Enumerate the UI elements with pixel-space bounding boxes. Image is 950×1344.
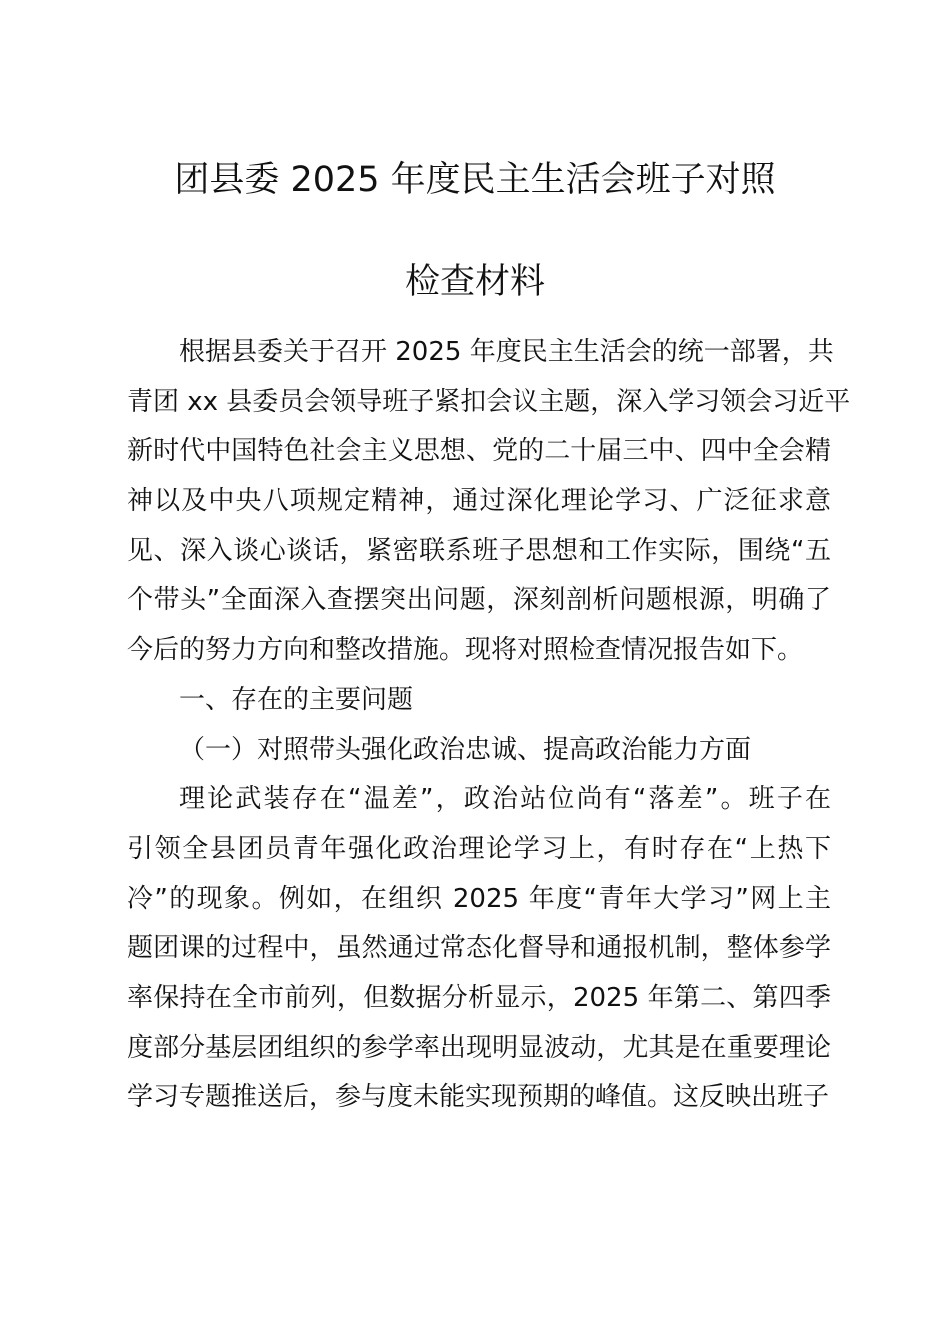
text-line: 理论武装存在“温差”，政治站位尚有“落差”。班子在 <box>179 784 831 815</box>
intro-paragraph <box>127 328 851 676</box>
text-line: 个带头”全面深入查摆突出问题，深刻剖析问题根源，明确了 <box>127 585 831 616</box>
text-line: 一、存在的主要问题 <box>179 684 414 715</box>
text-line: 学习专题推送后，参与度未能实现预期的峰值。这反映出班子 <box>127 1082 830 1113</box>
text-line: 今后的努力方向和整改措施。现将对照检查情况报告如下。 <box>127 635 804 666</box>
text-line: 冷”的现象。例如，在组织 2025 年度“青年大学习”网上主 <box>127 883 831 914</box>
document-title-line-1: 团县委 2025 年度民主生活会班子对照 <box>174 160 776 200</box>
text-line: 见、深入谈心谈话，紧密联系班子思想和工作实际，围绕“五 <box>127 535 831 566</box>
body-paragraph <box>127 775 831 1123</box>
text-line: （一）对照带头强化政治忠诚、提高政治能力方面 <box>179 734 752 765</box>
document-title-line-2: 检查材料 <box>404 262 545 302</box>
text-line: 神以及中央八项规定精神，通过深化理论学习、广泛征求意 <box>127 486 831 517</box>
text-line: 根据县委关于召开 2025 年度民主生活会的统一部署，共 <box>179 337 834 367</box>
section-heading <box>127 676 831 726</box>
text-line: 度部分基层团组织的参学率出现明显波动，尤其是在重要理论 <box>127 1032 831 1063</box>
text-line: 引领全县团员青年强化政治理论学习上，有时存在“上热下 <box>127 833 831 864</box>
text-line: 率保持在全市前列，但数据分析显示，2025 年第二、第四季 <box>127 982 831 1013</box>
text-line: 新时代中国特色社会主义思想、党的二十届三中、四中全会精 <box>127 436 831 467</box>
subsection-heading <box>127 726 831 776</box>
text-line: 青团 xx 县委员会领导班子紧扣会议主题，深入学习领会习近平 <box>127 386 851 417</box>
document-body <box>127 328 851 1123</box>
text-line: 题团课的过程中，虽然通过常态化督导和通报机制，整体参学 <box>127 933 831 964</box>
